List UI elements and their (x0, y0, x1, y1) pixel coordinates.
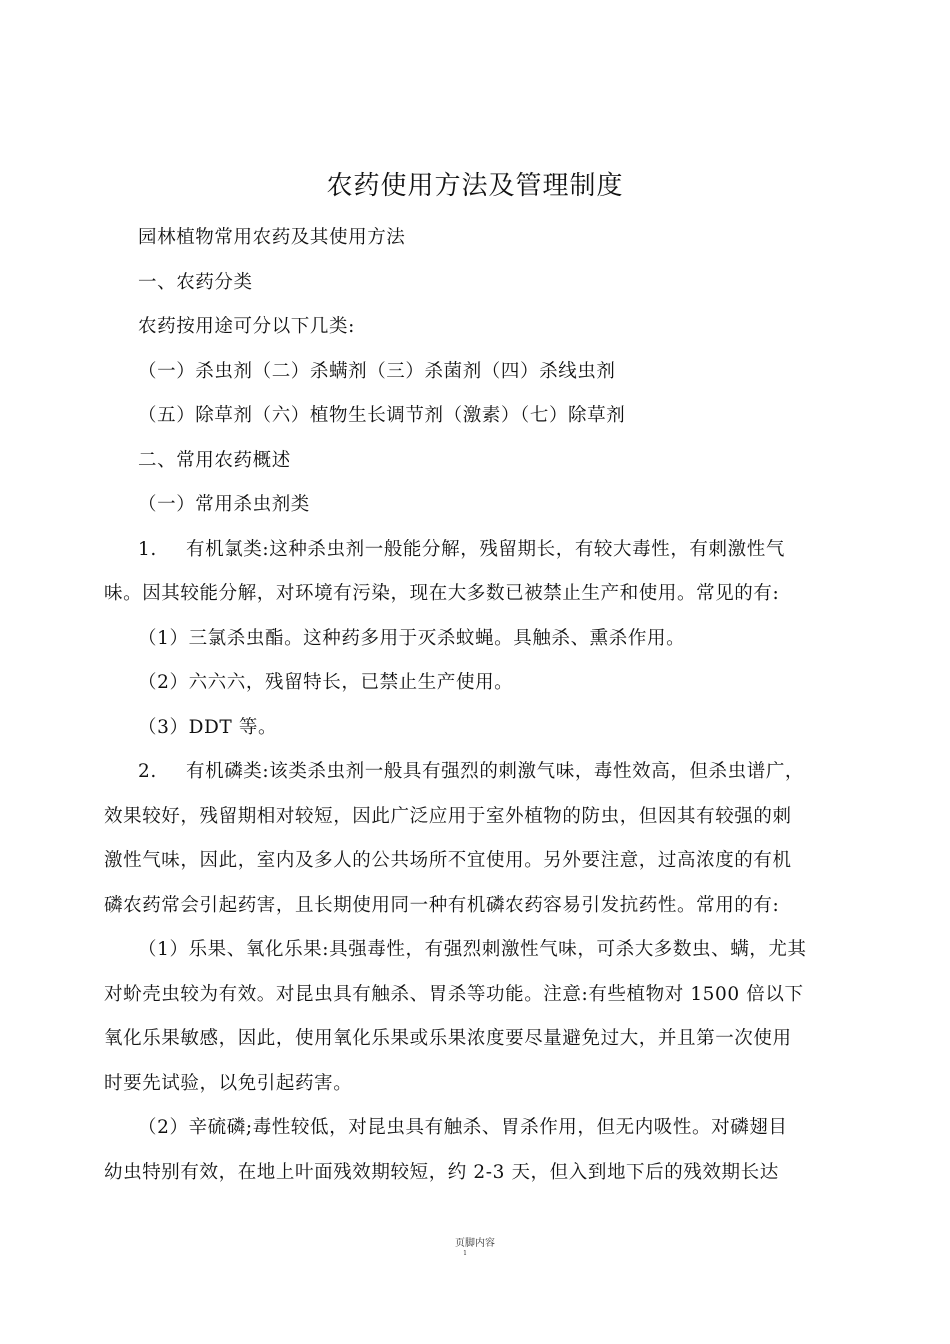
text-line (104, 1151, 850, 1196)
text-line (104, 884, 850, 929)
line-text: 园林植物常用农药及其使用方法 (138, 227, 406, 248)
text-line (104, 928, 850, 973)
text-line (104, 350, 850, 395)
line-text: （1）乐果、氧化乐果:具强毒性，有强烈刺激性气味，可杀大多数虫、螨，尤其 (138, 939, 807, 960)
line-text: 时要先试验，以免引起药害。 (104, 1072, 353, 1094)
line-text: （一）常用杀虫剂类 (138, 494, 310, 515)
line-text: （1）三氯杀虫酯。这种药多用于灭杀蚊蝇。具触杀、熏杀作用。 (138, 627, 686, 649)
item-number: 2. (138, 761, 157, 782)
text-line (104, 305, 850, 350)
line-text: 味。因其较能分解，对环境有污染，现在大多数已被禁止生产和使用。常见的有: (104, 583, 780, 604)
text-line (104, 661, 850, 706)
line-text: 激性气味，因此，室内及多人的公共场所不宜使用。另外要注意，过高浓度的有机 (104, 850, 792, 871)
document-body (104, 216, 850, 1195)
page-footer (0, 1238, 950, 1258)
line-text: 一、农药分类 (138, 271, 253, 293)
line-text: （3）DDT 等。 (138, 716, 278, 738)
text-line (104, 394, 850, 439)
line-text: 磷农药常会引起药害，且长期使用同一种有机磷农药容易引发抗药性。常用的有: (104, 894, 780, 916)
text-line (104, 483, 850, 528)
line-text: 有机磷类:该类杀虫剂一般具有强烈的刺激气味，毒性效高，但杀虫谱广， (186, 761, 805, 782)
item-number: 1. (138, 538, 157, 560)
text-line (104, 706, 850, 751)
text-line (104, 528, 850, 573)
line-text: （一）杀虫剂（二）杀螨剂（三）杀菌剂（四）杀线虫剂 (138, 360, 616, 382)
line-text: 幼虫特别有效，在地上叶面残效期较短，约 2-3 天，但入到地下后的残效期长达 (104, 1161, 779, 1183)
text-line (104, 261, 850, 306)
text-line (104, 216, 850, 261)
text-line (104, 572, 850, 617)
text-line (104, 839, 850, 884)
line-text: （2）六六六，残留特长，已禁止生产使用。 (138, 672, 514, 693)
text-line (104, 1062, 850, 1107)
line-text: 二、常用农药概述 (138, 449, 291, 471)
page-title: 农药使用方法及管理制度 (326, 171, 624, 201)
text-line (104, 795, 850, 840)
line-text: 农药按用途可分以下几类: (138, 316, 355, 337)
line-text: 氧化乐果敏感，因此，使用氧化乐果或乐果浓度要尽量避免过大，并且第一次使用 (104, 1028, 792, 1049)
line-text: （五）除草剂（六）植物生长调节剂（激素）（七）除草剂 (138, 405, 626, 426)
text-line (104, 750, 850, 795)
text-line (104, 617, 850, 662)
text-line (104, 439, 850, 484)
text-line (104, 973, 850, 1018)
footer-label: 页脚内容 (455, 1238, 495, 1249)
text-line (104, 1106, 850, 1151)
line-text: 对蚧壳虫较为有效。对昆虫具有触杀、胃杀等功能。注意:有些植物对 1500 倍以下 (104, 983, 804, 1005)
line-text: 效果较好，残留期相对较短，因此广泛应用于室外植物的防虫，但因其有较强的刺 (104, 805, 792, 827)
text-line (104, 1017, 850, 1062)
line-text: （2）辛硫磷;毒性较低，对昆虫具有触杀、胃杀作用，但无内吸性。对磷翅目 (138, 1117, 788, 1138)
page-number: 1 (463, 1250, 467, 1257)
line-text: 有机氯类:这种杀虫剂一般能分解，残留期长，有较大毒性，有刺激性气 (186, 538, 785, 560)
